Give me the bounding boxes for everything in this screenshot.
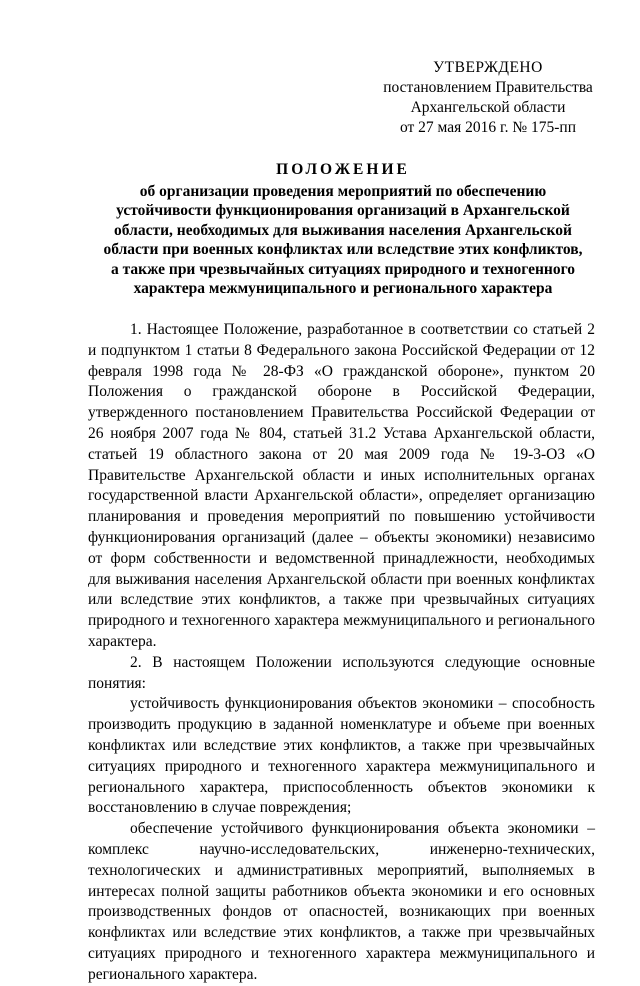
document-subject-line: устойчивости функционирования организаций в Архангельской [116, 202, 570, 219]
approval-title: УТВЕРЖДЕНО [433, 59, 543, 76]
approval-line: постановлением Правительства [383, 79, 593, 96]
document-title-block [88, 160, 598, 299]
paragraph-2: 2. В настоящем Положении используются следующие основные понятия: [88, 653, 595, 692]
document-subject-line: области, необходимых для выживания населения Архангельской [114, 221, 572, 239]
approval-stamp [378, 58, 598, 138]
approval-date-number: от 27 мая 2016 г. № 175-пп [399, 119, 577, 136]
document-heading: ПОЛОЖЕНИЕ [276, 161, 410, 178]
approval-line: Архангельской области [410, 99, 566, 116]
document-subject-line: об организации проведения мероприятий по обеспечению [139, 182, 547, 200]
document-subject-line: а также при чрезвычайных ситуациях природного и техногенного [110, 260, 576, 278]
document-subject-line: области при военных конфликтах или вследствие этих конфликтов, [103, 241, 583, 258]
paragraph-1: 1. Настоящее Положение, разработанное в соответствии со статьей 2 и подпунктом 1 статьи 8 Федерального закона Российской Федерации от 12 февраля 1998 года № 28-ФЗ «О гражданской обороне», пунктом 20 Положения о гражданской обороне в Российской Федерации, утвержденного постановлением Правительства Российской Федерации от 26 ноября 2007 года № 804, статьей 31.2 Устава Архангельской области, статьей 19 областного закона от 20 мая 2009 года № 19-3-ОЗ «О Правительстве Архангельской области и иных исполнительных органах государственной власти Архангельской области», определяет организацию планирования и проведения мероприятий по повышению устойчивости функционирования организаций (далее – объекты экономики) независимо от форм собственности и ведомственной принадлежности, необходимых для выживания населения Архангельской области при военных конфликтах или вследствие этих конфликтов, а также при чрезвычайных ситуациях природного и техногенного характера межмуниципального и регионального характера. [88, 321, 595, 650]
definition-paragraph: устойчивость функционирования объектов экономики – способность производить продукцию в заданной номенклатуре и объеме при военных конфликтах или вследствие этих конфликтов, а также при чрезвычайных ситуациях природного и техногенного характера межмуниципального и регионального характера, приспособленность объектов экономики к восстановлению в случае повреждения; [88, 695, 595, 817]
definition-paragraph: обеспечение устойчивого функционирования объекта экономики – комплекс научно-исследовательских, инженерно-технических, технологических и административных мероприятий, выполняемых в интересах полной защиты работников объекта экономики и его основных производственных фондов от опасностей, возникающих при военных конфликтах или вследствие этих конфликтов, а также при чрезвычайных ситуациях природного и техногенного характера межмуниципального и регионального характера. [88, 820, 595, 983]
document-subject-line: характера межмуниципального и регионального характера [133, 280, 553, 297]
document-body [88, 320, 595, 986]
